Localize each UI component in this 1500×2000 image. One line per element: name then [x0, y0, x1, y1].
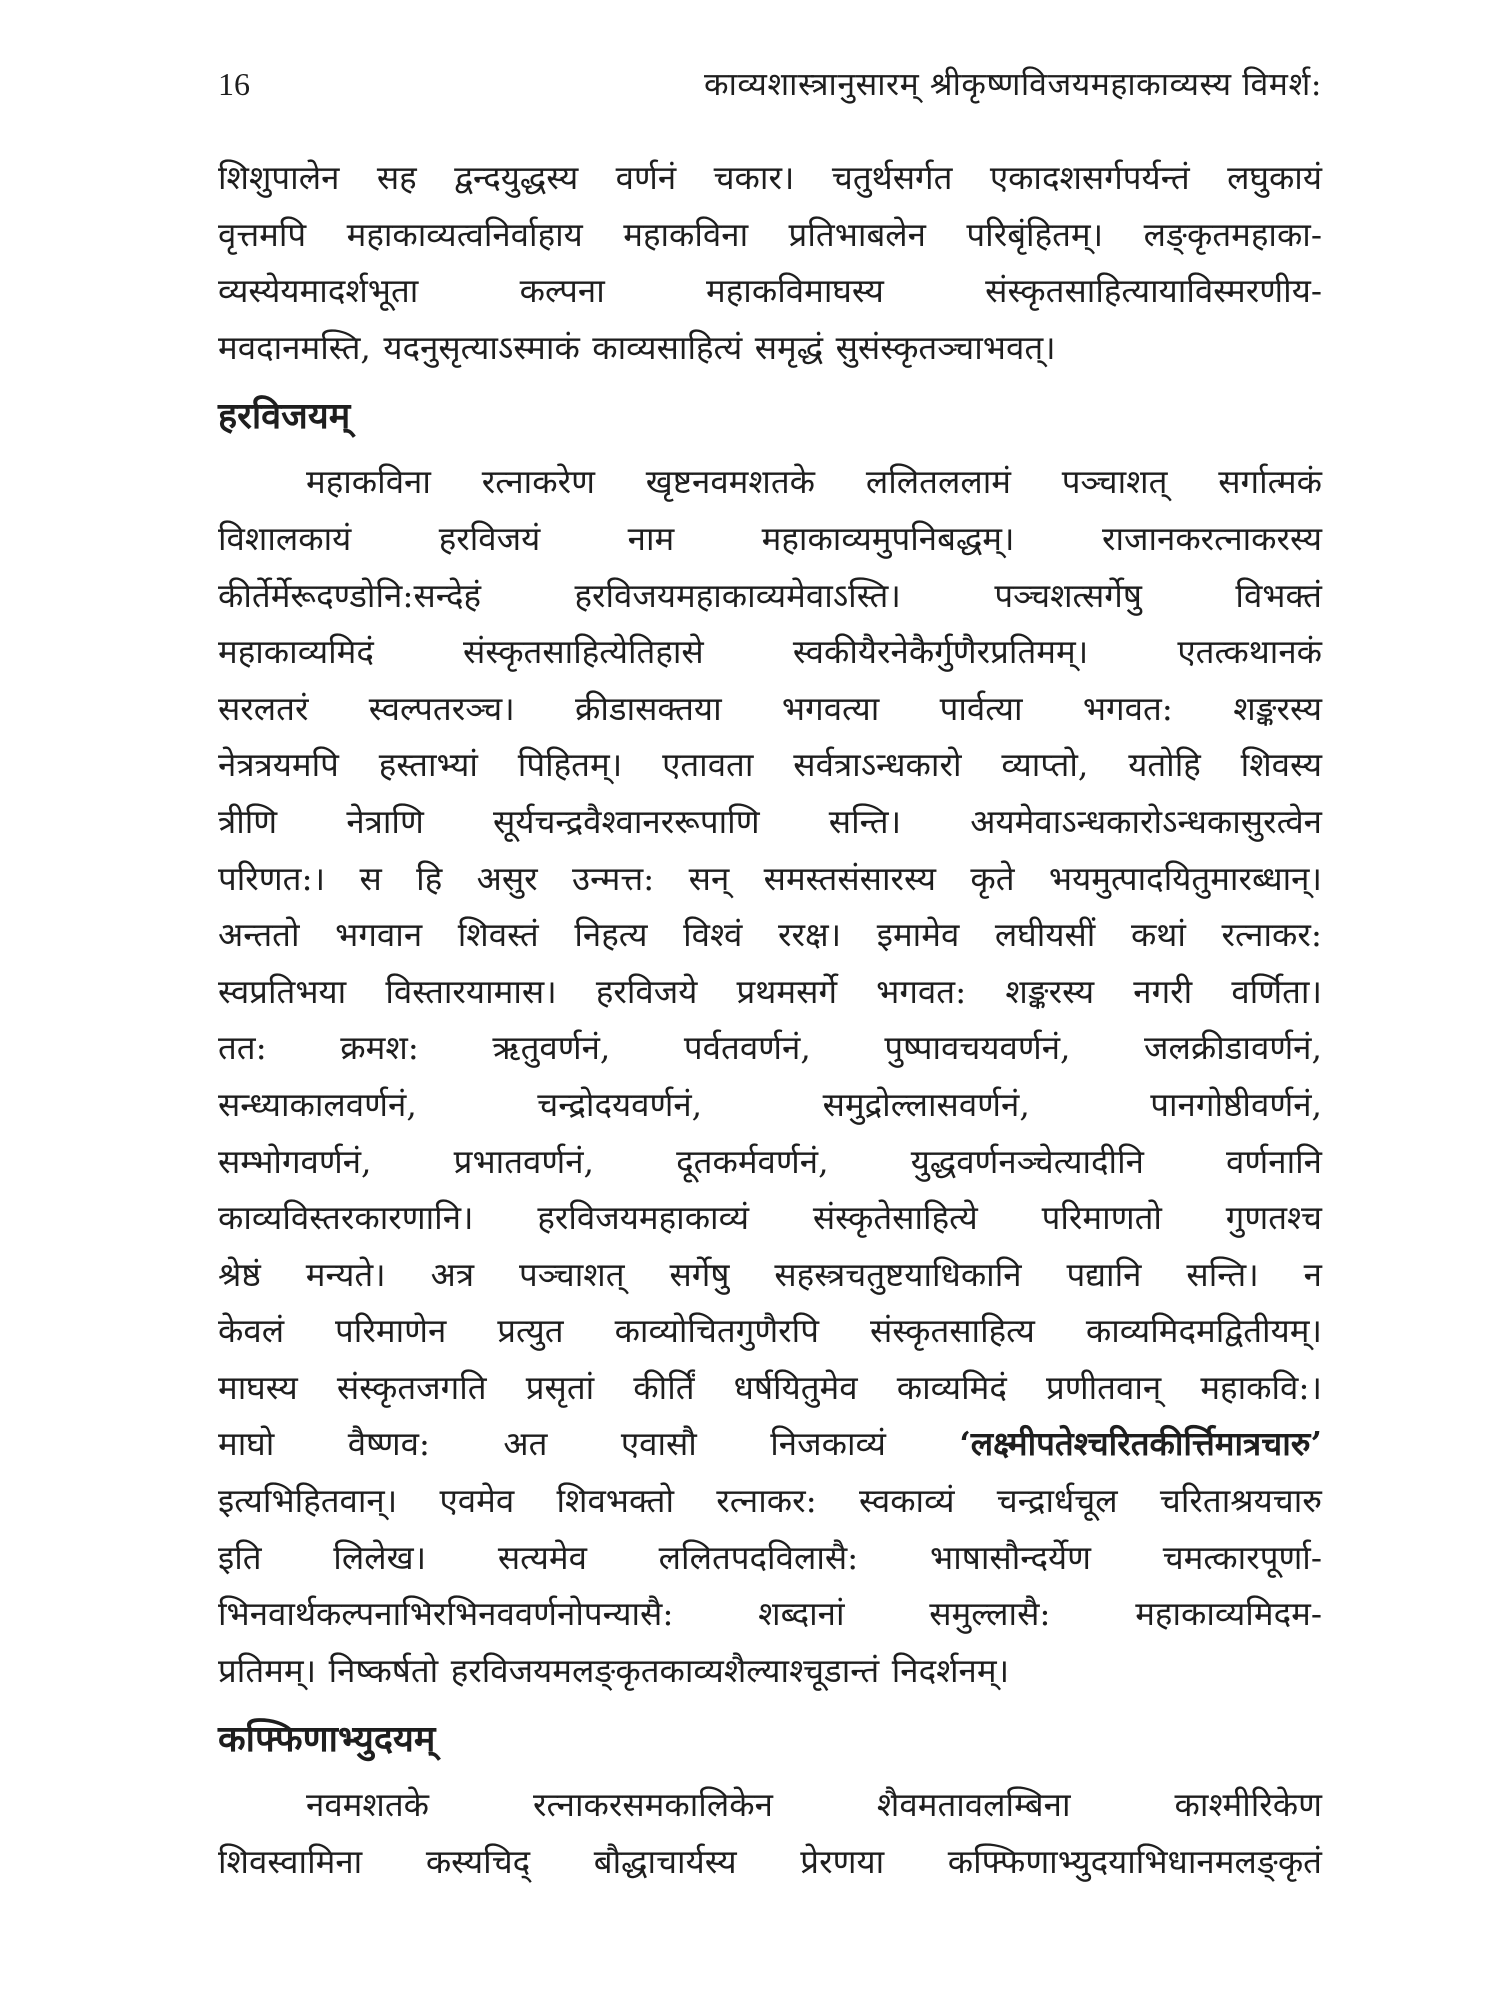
quoted-verse: ‘लक्ष्मीपतेश्चरितकीर्त्तिमात्रचारु’ — [959, 1424, 1322, 1464]
text-line: व्यस्येयमादर्शभूता कल्पना महाकविमाघस्य संस्कृतसाहित्यायाविस्मरणीय- — [218, 271, 1322, 311]
text-line: त्रीणि नेत्राणि सूर्यचन्द्रवैश्वानररूपाणि सन्ति। अयमेवाऽन्धकारोऽन्धकासुरत्वेन — [218, 801, 1322, 841]
quote-line — [218, 1416, 1322, 1473]
text-line: महाकविना रत्नाकरेण खृष्टनवमशतके ललितललामं पञ्चाशत् सर्गात्मकं — [306, 462, 1322, 502]
text-line: नवमशतके रत्नाकरसमकालिकेन शैवमतावलम्बिना काश्मीरिकेण — [306, 1785, 1322, 1825]
text-line: महाकाव्यमिदं संस्कृतसाहित्येतिहासे स्वकीयैरनेकैर्गुणैरप्रतिमम्। एतत्कथानकं — [218, 632, 1322, 672]
text-line: इत्यभिहितवान्। एवमेव शिवभक्तो रत्नाकर: स्वकाव्यं चन्द्रार्धचूल चरिताश्रयचारु — [218, 1481, 1322, 1521]
section-heading-haravijayam: हरविजयम् — [218, 396, 351, 438]
text-line: सरलतरं स्वल्पतरञ्च। क्रीडासक्तया भगवत्या पार्वत्या भगवत: शङ्करस्य — [218, 688, 1322, 728]
section-heading-kapphinabhyudayam: कफ्फिणाभ्युदयम् — [218, 1719, 436, 1761]
kapphinabhyudayam-paragraph — [218, 1777, 1322, 1890]
page-header — [218, 62, 1322, 112]
haravijayam-paragraph — [218, 454, 1322, 1699]
text-line: सन्ध्याकालवर्णनं, चन्द्रोदयवर्णनं, समुद्रोल्लासवर्णनं, पानगोष्ठीवर्णनं, — [218, 1084, 1322, 1124]
text-line: काव्यविस्तरकारणानि। हरविजयमहाकाव्यं संस्कृतेसाहित्ये परिमाणतो गुणतश्च — [218, 1198, 1322, 1238]
text-line: माघस्य संस्कृतजगति प्रसृतां कीर्तिं धर्षयितुमेव काव्यमिदं प्रणीतवान् महाकवि:। — [218, 1367, 1322, 1407]
text-line: केवलं परिमाणेन प्रत्युत काव्योचितगुणैरपि संस्कृतसाहित्य काव्यमिदमद्वितीयम्। — [218, 1311, 1322, 1351]
quote-line-prefix: माघो वैष्णव: अत एवासौ निजकाव्यं — [218, 1424, 960, 1464]
text-line: विशालकायं हरविजयं नाम महाकाव्यमुपनिबद्धम्। राजानकरत्नाकरस्य — [218, 518, 1322, 558]
text-line: भिनवार्थकल्पनाभिरभिनववर्णनोपन्यासै: शब्दानां समुल्लासै: महाकाव्यमिदम- — [218, 1594, 1322, 1634]
page-number: 16 — [218, 66, 250, 102]
text-line: शिशुपालेन सह द्वन्दयुद्धस्य वर्णनं चकार। चतुर्थसर्गत एकादशसर्गपर्यन्तं लघुकायं — [218, 158, 1322, 197]
text-line: वृत्तमपि महाकाव्यत्वनिर्वाहाय महाकविना प्रतिभाबलेन परिबृंहितम्। लङ्कृतमहाका- — [218, 214, 1322, 254]
text-line: परिणत:। स हि असुर उन्मत्त: सन् समस्तसंसारस्य कृते भयमुत्पादयितुमारब्धान्। — [218, 858, 1322, 898]
text-line: तत: क्रमश: ऋतुवर्णनं, पर्वतवर्णनं, पुष्पावचयवर्णनं, जलक्रीडावर्णनं, — [218, 1028, 1322, 1068]
text-line: अन्ततो भगवान शिवस्तं निहत्य विश्वं ररक्ष। इमामेव लघीयसीं कथां रत्नाकर: — [218, 915, 1322, 955]
text-line: सम्भोगवर्णनं, प्रभातवर्णनं, दूतकर्मवर्णनं, युद्धवर्णनञ्चेत्यादीनि वर्णनानि — [218, 1141, 1322, 1181]
text-line: मवदानमस्ति, यदनुसृत्याऽस्माकं काव्यसाहित्यं समृद्धं सुसंस्कृतञ्चाभवत्। — [218, 327, 1056, 367]
page-body — [218, 150, 1322, 1891]
text-line: शिवस्वामिना कस्यचिद् बौद्धाचार्यस्य प्रेरणया कफ्फिणाभ्युदयाभिधानमलङ्कृतं — [218, 1842, 1322, 1882]
running-title: काव्यशास्त्रानुसारम् श्रीकृष्णविजयमहाकाव्यस्य विमर्श: — [704, 65, 1322, 103]
text-line: नेत्रत्रयमपि हस्ताभ्यां पिहितम्। एतावता सर्वत्राऽन्धकारो व्याप्तो, यतोहि शिवस्य — [218, 745, 1322, 785]
text-line: कीर्तेर्मेरूदण्डोनि:सन्देहं हरविजयमहाकाव्यमेवाऽस्ति। पञ्चशत्सर्गेषु विभक्तं — [218, 575, 1322, 615]
text-line: इति लिलेख। सत्यमेव ललितपदविलासै: भाषासौन्दर्येण चमत्कारपूर्णा- — [218, 1537, 1322, 1577]
text-line: श्रेष्ठं मन्यते। अत्र पञ्चाशत् सर्गेषु सहस्त्रचतुष्टयाधिकानि पद्यानि सन्ति। न — [218, 1254, 1322, 1294]
text-line: प्रतिमम्। निष्कर्षतो हरविजयमलङ्कृतकाव्यशैल्याश्चूडान्तं निदर्शनम्। — [218, 1650, 1010, 1690]
intro-paragraph — [218, 150, 1322, 376]
text-line: स्वप्रतिभया विस्तारयामास। हरविजये प्रथमसर्गे भगवत: शङ्करस्य नगरी वर्णिता। — [218, 971, 1322, 1011]
